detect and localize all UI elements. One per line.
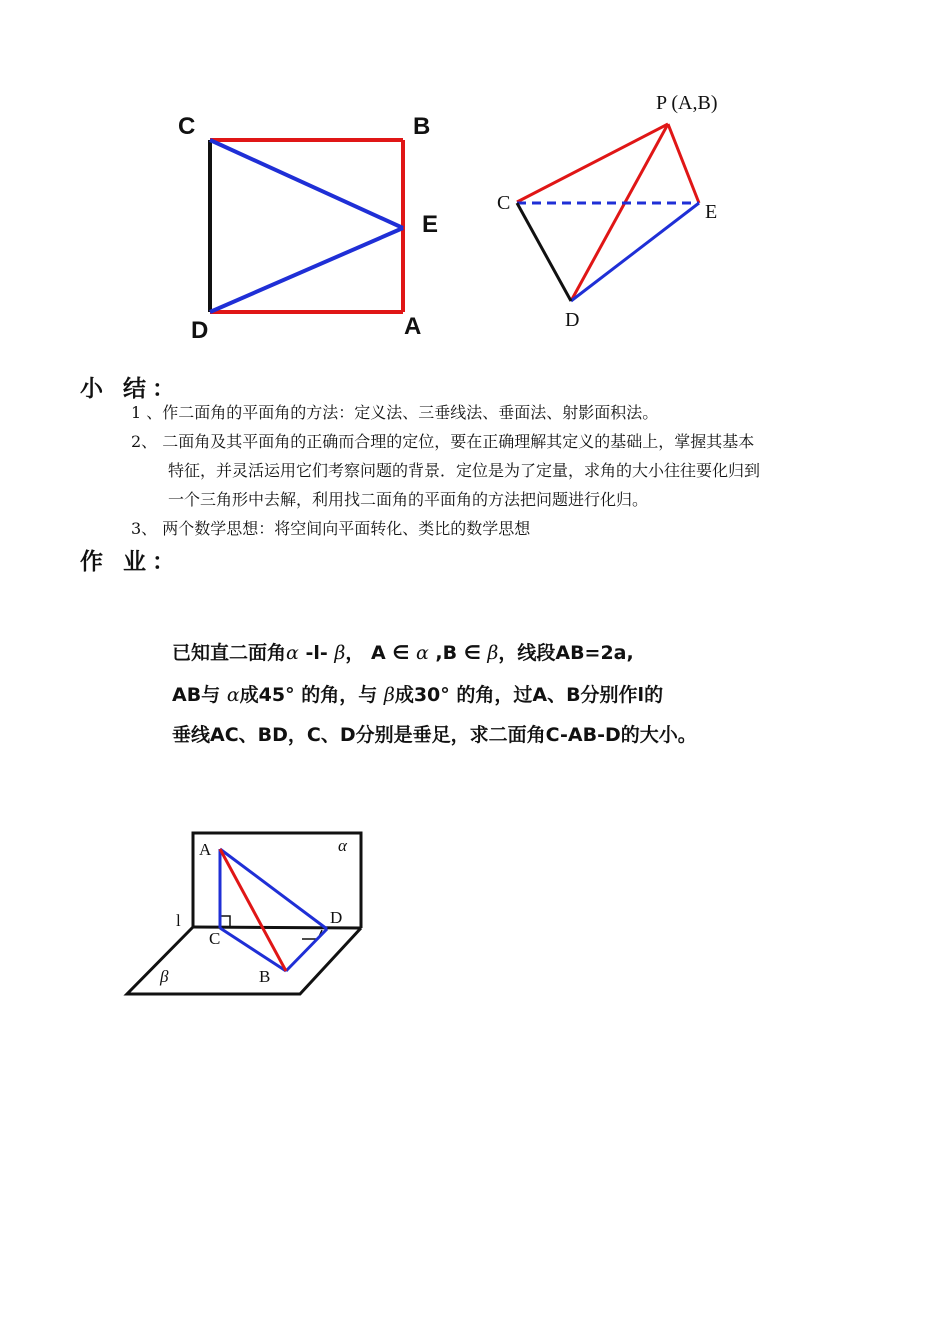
beta-symbol: β <box>334 642 346 664</box>
label-alpha: α <box>338 836 347 855</box>
label-beta: β <box>160 967 169 986</box>
label-b: B <box>413 113 431 140</box>
label-a3: A <box>199 840 212 859</box>
edge-cd <box>517 203 571 301</box>
segment-cb <box>220 928 286 971</box>
label-l: l <box>176 911 181 930</box>
homework-problem-line-3: 垂线AC、BD，C、D分别是垂足，求二面角C-AB-D的大小。 <box>172 724 697 746</box>
alpha-symbol: α <box>286 642 299 664</box>
label-c3: C <box>209 929 221 948</box>
label-c2: C <box>497 192 511 214</box>
homework-problem-line-1: 已知直二面角α -l- β， A ∈ α ,B ∈ β，线段AB=2a, <box>172 642 634 664</box>
homework-problem-line-2: AB与 α成45° 的角，与 β成30° 的角，过A、B分别作l的 <box>172 684 664 706</box>
segment-db <box>286 929 327 971</box>
homework-heading: 作 业： <box>80 549 182 575</box>
label-d2: D <box>565 309 580 331</box>
summary-item-3: 3、 两个数学思想：将空间向平面转化、类比的数学思想 <box>131 519 531 538</box>
edge-de <box>210 228 403 312</box>
summary-item-2-line-3: 一个三角形中去解，利用找二面角的平面角的方法把问题进行化归。 <box>168 490 649 509</box>
label-d3: D <box>330 908 343 927</box>
segment-ad <box>220 849 327 929</box>
summary-heading: 小 结： <box>80 376 182 402</box>
summary-item-1: 1 、作二面角的平面角的方法：定义法、三垂线法、垂面法、射影面积法。 <box>131 403 659 422</box>
label-a: A <box>404 313 422 340</box>
label-p: P (A,B) <box>656 92 718 114</box>
label-b3: B <box>259 967 271 986</box>
figure-tetrahedron <box>490 110 730 310</box>
label-d: D <box>191 317 209 344</box>
label-e: E <box>422 211 439 238</box>
segment-ab <box>220 849 286 971</box>
label-c: C <box>178 113 196 140</box>
edge-pe <box>668 124 699 203</box>
label-e2: E <box>705 201 718 223</box>
summary-item-2-line-2: 特征，并灵活运用它们考察问题的背景．定位是为了定量，求角的大小往往要化归到 <box>168 461 761 480</box>
edge-ce <box>210 140 403 228</box>
edge-de <box>571 203 699 301</box>
summary-item-2-line-1: 2、 二面角及其平面角的正确而合理的定位，要在正确理解其定义的基础上，掌握其基本 <box>131 432 755 451</box>
